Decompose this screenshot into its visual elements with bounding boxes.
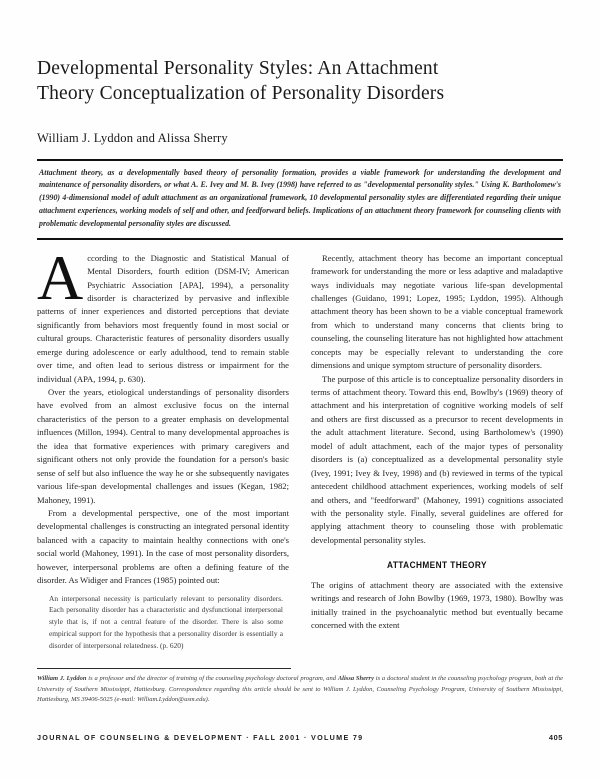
paragraph-right-3: The origins of attachment theory are associated with the extensive writings and research of John Bowlby (1969, 1973, 1980). Bowlby was initially trained in the psychoanalytic method but eventually became concerned with the extent [311,580,563,631]
body-columns [37,241,563,652]
abstract-text: Attachment theory, as a developmentally based theory of personality formation, provides a viable framework for understanding the development and maintenance of personality disorders, or what A. E. Ivey and M. B. Ivey (1998) have referred to as "developmental personality styles." Using K. Bartholomew's (1990) 4-dimensional model of adult attachment as an organizational framework, 10 developmental personality styles are differentiated regarding their unique attachment experiences, working models of self and other, and feedforward beliefs. Implications of an attachment theory framework for counseling clients with problematic developmental personality styles are discussed. [39,167,561,228]
footnote-text-1: is a professor and the director of training of the counseling psychology doctoral program, and [86,675,338,682]
footer-journal-line: JOURNAL OF COUNSELING & DEVELOPMENT · FALL 2001 · VOLUME 79 [37,733,364,742]
paragraph-opening [37,241,289,386]
block-quote: An interpersonal necessity is particularly relevant to personality disorders. Each personality disorder has a characteristic and dysfunctional interpersonal style that is, if not a central feature of the disorder. There is also some empirical support for the hypothesis that a personality disorder is essentially a disorder of interpersonal relatedness. (p. 620) [49,593,283,650]
page-footer [37,733,563,742]
section-heading-attachment-theory: ATTACHMENT THEORY [387,559,487,571]
title-line-1: Developmental Personality Styles: An Attachment [37,58,439,79]
abstract-block [37,159,563,240]
drop-cap: A [37,241,84,313]
paragraph-left-3: From a developmental perspective, one of the most important developmental challenges is constructing an integrated personal identity balanced with a capacity to maintain healthy connections with one's social world (Mahoney, 1991). In the case of most personality disorders, however, interpersonal problems are often a defining feature of the disorder. As Widiger and Frances (1985) pointed out: [37,507,289,586]
footnote-divider [37,668,291,669]
column-left [37,241,289,652]
author-footnote [37,674,563,706]
footnote-text-2: is a doctoral student in the counseling psychology program, both at the University of Southern Mississippi, Hattiesburg. Correspondence regarding this article should be sent to William J. Lyddon, Counseling Psychology Program, University of Southern Mississippi, Hattiesburg, MS 39406-5025 (e-mail: William.Lyddon@usm.edu). [37,675,563,704]
author-byline: William J. Lyddon and Alissa Sherry [37,130,228,145]
paragraph-right-1: Recently, attachment theory has become an important conceptual framework for understanding the more or less adaptive and maladaptive ways individuals may negotiate various life-span developmental challenges (Guidano, 1991; Lopez, 1995; Lyddon, 1995). Although attachment theory has been shown to be a viable conceptual framework from which to understand many concerns that clients bring to counseling, the counseling literature has not highlighted how attachment concepts may be especially relevant to understanding the core dimensions and unique symptom structure of personality disorders. [311,252,563,371]
column-right [311,252,563,652]
footnote-author-1: William J. Lyddon [37,675,87,682]
footnote-author-2: Alissa Sherry [337,675,374,682]
page-title [37,56,563,107]
page-content [37,0,563,652]
paragraph-right-2: The purpose of this article is to conceptualize personality disorders in terms of attachment theory. Toward this end, Bowlby's (1969) theory of attachment and his interpretation of cognitive working models of self and others are first discussed as a precursor to recent developments in the adult attachment literature. Second, using Bartholomew's (1990) model of adult attachment, each of the major types of personality disorders is (a) conceptualized as a developmental personality style (Ivey, 1991; Ivey & Ivey, 1998) and (b) reviewed in terms of the typical antecedent childhood attachment experiences, working models of self and others, and "feedforward" (Mahoney, 1991) cognitions associated with the personality style. Finally, several guidelines are offered for applying attachment theory to counseling those with problematic developmental personality styles. [311,373,563,545]
paragraph-opening-text: ccording to the Diagnostic and Statistical Manual of Mental Disorders, fourth edition (DSM-IV; American Psychiatric Association [APA], 1994), a personality disorder is characterized by pervasive and inflexible patterns of inner experiences and distorted perceptions that deviate significantly from behaviors most frequently found in most social or cultural groups. Characteristic features of personality disorders usually emerge during adolescence or early adulthood, tend to remain stable over time, and often lead to serious distress or impairment for the individual (APA, 1994, p. 630). [37,252,289,384]
title-line-2: Theory Conceptualization of Personality Disorders [37,83,445,105]
page-number: 405 [548,733,563,742]
paragraph-left-2: Over the years, etiological understandings of personality disorders have evolved from an almost exclusive focus on the internal characteristics of the person to a greater emphasis on developmental influences (Millon, 1994). Central to many developmental approaches is the idea that formative experiences with primary caregivers and significant others not only provide the foundation for a person's basic sense of self but also influence the way he or she subsequently navigates various life-span developmental challenges and issues (Kegan, 1982; Mahoney, 1991). [37,387,289,505]
